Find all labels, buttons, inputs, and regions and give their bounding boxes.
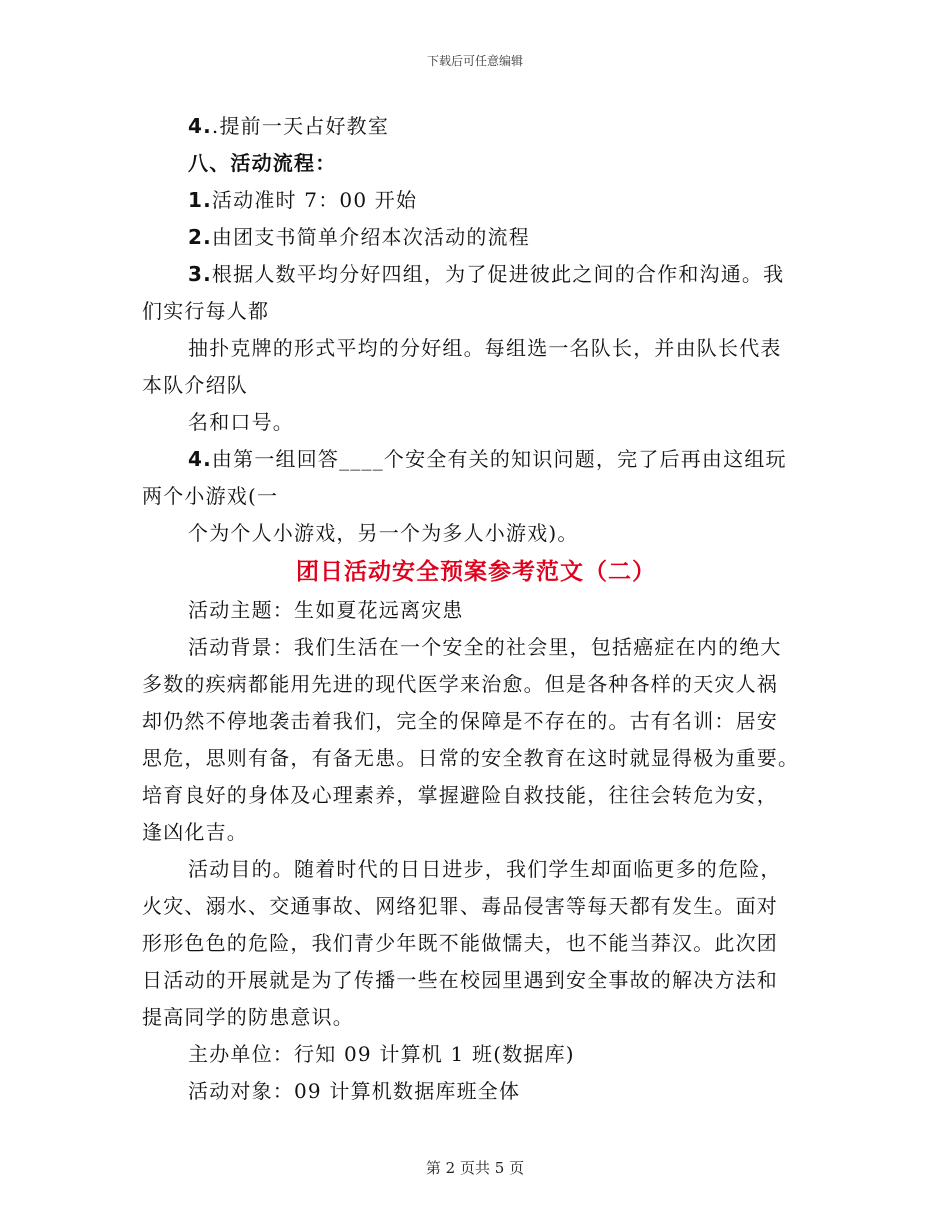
- item-text: 根据人数平均分好四组，为了促进彼此之间的合作和沟通。我: [211, 262, 785, 286]
- purpose-line: 日活动的开展就是为了传播一些在校园里遇到安全事故的解决方法和: [142, 968, 778, 992]
- organizer: 主办单位：行知 09 计算机 1 班(数据库): [188, 1042, 575, 1066]
- audience: 活动对象：09 计算机数据库班全体: [188, 1079, 521, 1103]
- item-number: 4.: [188, 114, 212, 138]
- flow-item-4-line1: [142, 441, 810, 478]
- flow-item-3-line4: 本队介绍队: [142, 373, 248, 397]
- activity-purpose: [142, 851, 810, 1036]
- prep-item-4: [142, 108, 810, 145]
- purpose-line: 活动目的。随着时代的日日进步，我们学生却面临更多的危险，: [188, 857, 782, 881]
- activity-theme: 活动主题：生如夏花远离灾患: [188, 598, 464, 622]
- page-footer: 第 2 页共 5 页: [425, 1159, 525, 1177]
- flow-item-2: [142, 219, 810, 256]
- flow-item-1: [142, 182, 810, 219]
- flow-item-3-line2: 们实行每人都: [142, 299, 270, 323]
- flow-item-3-line1: [142, 256, 810, 293]
- flow-item-4-line3: 个为个人小游戏，另一个为多人小游戏)。: [188, 521, 579, 545]
- item-text: 由团支书简单介绍本次活动的流程: [211, 225, 530, 249]
- purpose-line: 提高同学的防患意识。: [142, 1005, 354, 1029]
- flow-item-4-line2: 两个小游戏(一: [142, 484, 279, 508]
- section-heading-flow: 八、活动流程：: [188, 151, 337, 175]
- item-text: 活动准时 7：00 开始: [211, 188, 418, 212]
- item-text: .提前一天占好教室: [211, 114, 390, 138]
- background-line: 逢凶化吉。: [142, 820, 248, 844]
- background-line: 思危，思则有备，有备无患。日常的安全教育在这时就显得极为重要。: [142, 746, 800, 770]
- activity-background: [142, 629, 810, 851]
- flow-item-3-line5: 名和口号。: [188, 410, 294, 434]
- item-text: 由第一组回答____个安全有关的知识问题，完了后再由这组玩: [211, 447, 787, 471]
- background-line: 却仍然不停地袭击着我们，完全的保障是不存在的。古有名训：居安: [142, 709, 778, 733]
- item-number: 2.: [188, 225, 212, 249]
- flow-item-3-line3: 抽扑克牌的形式平均的分好组。每组选一名队长，并由队长代表: [188, 336, 782, 360]
- item-number: 1.: [188, 188, 212, 212]
- background-line: 培育良好的身体及心理素养，掌握避险自救技能，往往会转危为安，: [142, 783, 778, 807]
- item-number: 3.: [188, 262, 212, 286]
- document-title: 团日活动安全预案参考范文（二）: [296, 559, 656, 585]
- purpose-line: 形形色色的危险，我们青少年既不能做懦夫，也不能当莽汉。此次团: [142, 931, 778, 955]
- document-body: [142, 108, 810, 1110]
- background-line: 活动背景：我们生活在一个安全的社会里，包括癌症在内的绝大: [188, 635, 782, 659]
- purpose-line: 火灾、溺水、交通事故、网络犯罪、毒品侵害等每天都有发生。面对: [142, 894, 778, 918]
- item-number: 4.: [188, 447, 212, 471]
- page-header: 下载后可任意编辑: [426, 54, 523, 68]
- background-line: 多数的疾病都能用先进的现代医学来治愈。但是各种各样的天灾人祸: [142, 672, 778, 696]
